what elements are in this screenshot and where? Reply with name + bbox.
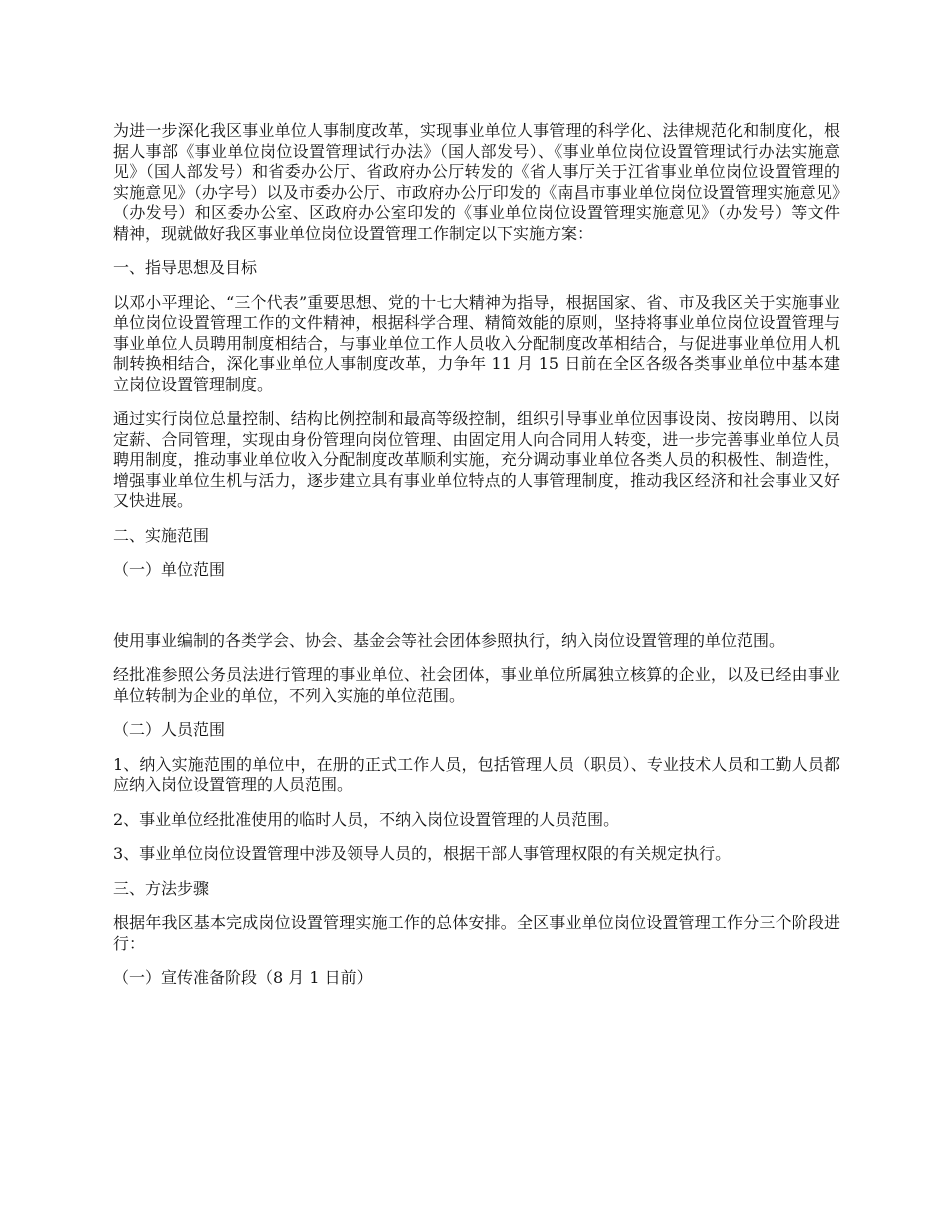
section-heading-steps: 三、方法步骤 (113, 878, 210, 898)
unit-scope-paragraph-1: 使用事业编制的各类学会、协会、基金会等社会团体参照执行，纳入岗位设置管理的单位范围。 (113, 630, 786, 650)
steps-paragraph-1: 根据年我区基本完成岗位设置管理实施工作的总体安排。全区事业单位岗位设置管理工作分三个阶段进行： (113, 913, 840, 953)
personnel-scope-item-3: 3、事业单位岗位设置管理中涉及领导人员的，根据干部人事管理权限的有关规定执行。 (113, 844, 732, 863)
blank-gap (113, 595, 840, 631)
personnel-scope-item-1: 1、纳入实施范围的单位中，在册的正式工作人员，包括管理人员（职员）、专业技术人员和工勤人员都应纳入岗位设置管理的人员范围。 (113, 754, 840, 794)
subheading-personnel-scope: （二）人员范围 (113, 720, 226, 739)
subheading-preparation-stage: （一）宣传准备阶段（8 月 1 日前） (113, 968, 373, 987)
personnel-scope-item-2: 2、事业单位经批准使用的临时人员，不纳入岗位设置管理的人员范围。 (113, 809, 620, 829)
subheading-unit-scope: （一）单位范围 (113, 560, 226, 579)
intro-paragraph: 为进一步深化我区事业单位人事制度改革，实现事业单位人事管理的科学化、法律规范化和制度化，根据人事部《事业单位岗位设置管理试行办法》（国人部发号）、《事业单位岗位设置管理试行办法实施意见》（国人部发号）和省委办公厅、省政府办公厅转发的《省人事厅关于江省事业单位岗位设置管理的实施意见》（办字号）以及市委办公厅、市政府办公厅印发的《南昌市事业单位岗位设置管理实施意见》（办发号）和区委办公室、区政府办公室印发的《事业单位岗位设置管理实施意见》（办发号）等文件精神，现就做好我区事业单位岗位设置管理工作制定以下实施方案： (113, 121, 840, 243)
section-heading-guiding-principles: 一、指导思想及目标 (113, 258, 258, 277)
document-body (113, 121, 840, 1003)
guiding-principles-paragraph-1: 以邓小平理论、“三个代表”重要思想、党的十七大精神为指导，根据国家、省、市及我区关于实施事业单位岗位设置管理工作的文件精神，根据科学合理、精简效能的原则，坚持将事业单位岗位设置管理与事业单位人员聘用制度相结合，与事业单位工作人员收入分配制度改革相结合，与促进事业单位用人机制转换相结合，深化事业单位人事制度改革，力争年 11 月 15 日前在全区各级各类事业单位中基本建立岗位设置管理制度。 (113, 292, 840, 394)
unit-scope-paragraph-2: 经批准参照公务员法进行管理的事业单位、社会团体，事业单位所属独立核算的企业，以及已经由事业单位转制为企业的单位，不列入实施的单位范围。 (113, 665, 840, 705)
guiding-principles-paragraph-2: 通过实行岗位总量控制、结构比例控制和最高等级控制，组织引导事业单位因事设岗、按岗聘用、以岗定薪、合同管理，实现由身份管理向岗位管理、由固定用人向合同用人转变，进一步完善事业单位人员聘用制度，推动事业单位收入分配制度改革顺利实施，充分调动事业单位各类人员的积极性、制造性，增强事业单位生机与活力，逐步建立具有事业单位特点的人事管理制度，推动我区经济和社会事业又好又快进展。 (113, 409, 840, 510)
section-heading-scope: 二、实施范围 (113, 525, 210, 545)
